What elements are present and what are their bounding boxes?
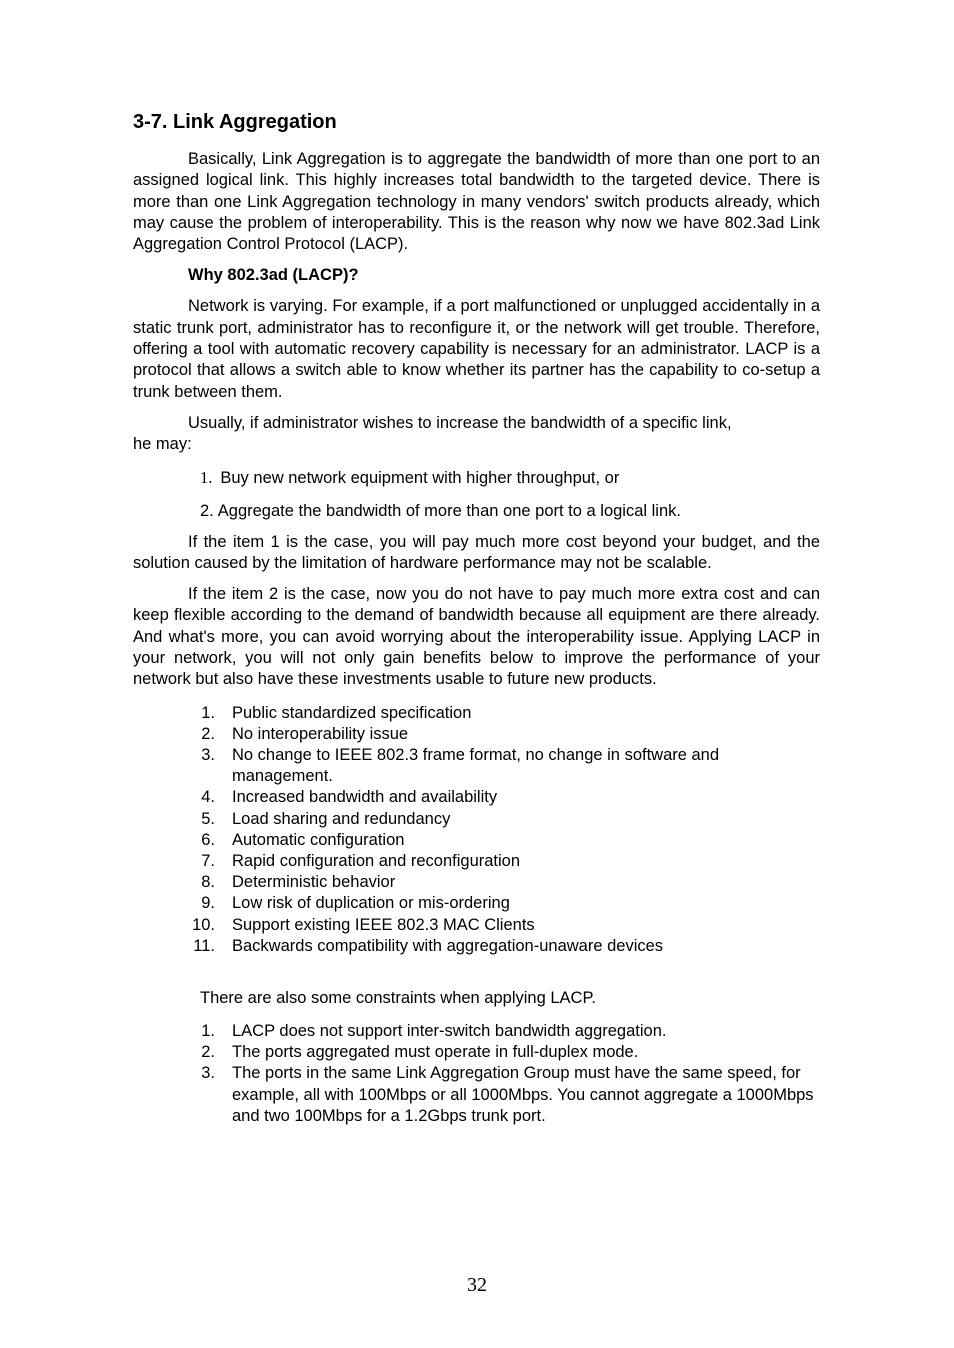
- list-item: 6. Automatic configuration: [201, 830, 405, 849]
- intro-paragraph: Basically, Link Aggregation is to aggregate the bandwidth of more than one port to an assigned logical link. This highly increases total bandwidth to the targeted device. There is more than one Link Aggregation technology in many vendors' switch products already, which may cause the problem of interoperability. This is the reason why now we have 802.3ad Link Aggregation Control Protocol (LACP).: [133, 150, 820, 254]
- list-item: 3. No change to IEEE 802.3 frame format, no change in software and management.: [201, 746, 720, 786]
- list-item: 1. Public standardized specification: [201, 703, 472, 722]
- list-item: 5. Load sharing and redundancy: [201, 809, 451, 828]
- item2-paragraph: If the item 2 is the case, now you do not have to pay much more extra cost and can keep flexible according to the demand of bandwidth because all equipment are there already. And what's more, you can avoid worrying about the interoperability issue. Applying LACP in your network, you will not only gain benefits below to improve the performance of your network but also have these investments usable to future new products.: [133, 585, 820, 689]
- list-item: 10. Support existing IEEE 802.3 MAC Clients: [192, 915, 535, 934]
- list-item: 2. No interoperability issue: [201, 724, 409, 743]
- list-item: 2. The ports aggregated must operate in full-duplex mode.: [201, 1043, 639, 1062]
- document-page: [133, 108, 820, 1127]
- why-lacp-heading: Why 802.3ad (LACP)?: [188, 266, 359, 285]
- list-item: 3. The ports in the same Link Aggregation Group must have the same speed, for example, all with 100Mbps or all 1000Mbps. You cannot aggregate a 1000Mbps and two 100Mbps for a 1.2Gbps trunk port.: [201, 1064, 814, 1125]
- list-item: 8. Deterministic behavior: [201, 873, 396, 892]
- option-text: Aggregate the bandwidth of more than one port to a logical link.: [217, 501, 681, 520]
- list-item: 9. Low risk of duplication or mis-ordering: [201, 894, 510, 913]
- constraints-intro: There are also some constraints when applying LACP.: [200, 989, 596, 1008]
- list-item: 1. LACP does not support inter-switch bandwidth aggregation.: [201, 1022, 667, 1041]
- item1-paragraph: If the item 1 is the case, you will pay much more cost beyond your budget, and the solution caused by the limitation of hardware performance may not be scalable.: [133, 532, 820, 572]
- usually-paragraph: [133, 413, 820, 456]
- option-item-2: [200, 501, 820, 522]
- usually-line-1: Usually, if administrator wishes to increase the bandwidth of a specific link,: [188, 413, 732, 432]
- constraints-list: [133, 1021, 820, 1127]
- option-text: Buy new network equipment with higher throughput, or: [220, 468, 620, 487]
- network-paragraph: Network is varying. For example, if a port malfunctioned or unplugged accidentally in a static trunk port, administrator has to reconfigure it, or the network will get trouble. Therefore, offering a tool with automatic recovery capability is necessary for an administrator. LACP is a protocol that allows a switch able to know whether its partner has the capability to co-setup a trunk between them.: [133, 297, 820, 401]
- benefits-list: [133, 703, 820, 957]
- list-item: 7. Rapid configuration and reconfiguration: [201, 852, 521, 871]
- list-item: 11. Backwards compatibility with aggregation-unaware devices: [193, 936, 664, 955]
- option-item-1: [200, 467, 820, 489]
- option-number: 1.: [200, 467, 213, 487]
- section-title: 3-7. Link Aggregation: [133, 111, 337, 133]
- page-number: 32: [467, 1274, 487, 1296]
- list-item: 4. Increased bandwidth and availability: [201, 788, 498, 807]
- option-number: 2.: [200, 501, 214, 520]
- usually-line-2: he may:: [133, 435, 192, 454]
